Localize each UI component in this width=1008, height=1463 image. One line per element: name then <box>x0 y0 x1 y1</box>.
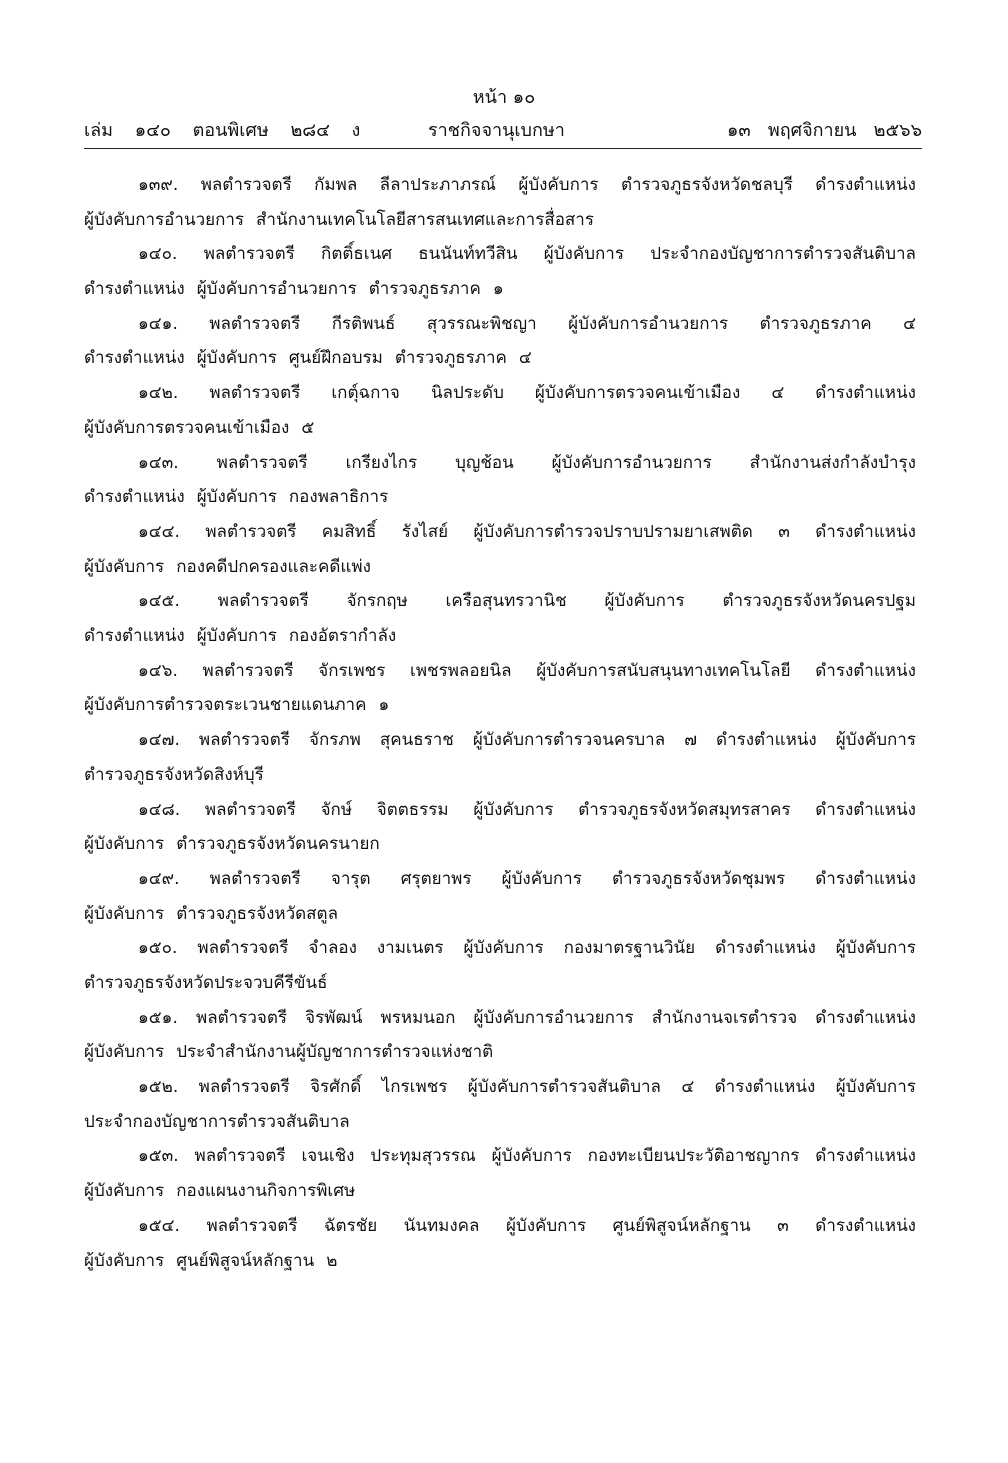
entry-word: เครือสุนทรวานิช <box>445 591 567 612</box>
entry-word: ผู้บังคับการอำนวยการ <box>196 279 357 300</box>
entry-word: ดำรงตำแหน่ง <box>815 1215 916 1236</box>
entry-word: ตำรวจภูธรภาค <box>394 348 507 369</box>
entry-word: ดำรงตำแหน่ง <box>84 487 185 508</box>
entry-word: ตำรวจภูธรจังหวัดสิงห์บุรี <box>84 764 264 785</box>
entry-word: ผู้บังคับการตำรวจสันติบาล <box>467 1077 661 1098</box>
entry-second-line <box>84 272 916 307</box>
entry-first-line <box>84 862 916 897</box>
entry-word: ดำรงตำแหน่ง <box>815 175 916 195</box>
entry-word: สำนักงานส่งกำลังบำรุง <box>749 452 916 473</box>
entry-first-line <box>84 584 916 619</box>
entry-word: ๑๔๘. <box>138 799 181 820</box>
entry-first-line <box>84 307 916 342</box>
entry-word: พลตำรวจตรี <box>209 313 301 334</box>
entry-word: เจนเชิง <box>301 1146 355 1167</box>
entry-word: จิรศักดิ์ <box>310 1077 362 1098</box>
entry-second-line <box>84 480 916 515</box>
entry-word: ศูนย์พิสูจน์หลักฐาน <box>176 1250 315 1271</box>
entry-word: ศูนย์ฝึกอบรม <box>288 348 383 369</box>
entry-first-line <box>84 793 916 828</box>
entry-second-line <box>84 1174 916 1209</box>
entry-word: ตำรวจภูธรจังหวัดนครนายก <box>176 834 380 855</box>
entry-word: ดำรงตำแหน่ง <box>815 868 916 889</box>
entry-word: ผู้บังคับการ <box>84 1042 165 1063</box>
entry-word: ๑๔๓. <box>138 452 179 473</box>
volume-issue <box>84 117 376 145</box>
entry-word: สุวรรณะพิชญา <box>426 313 537 334</box>
entry-word: ๑๕๒. <box>138 1077 179 1098</box>
entry-word: กองคดีปกครองและคดีแพ่ง <box>176 556 371 577</box>
list-item <box>84 168 916 237</box>
entry-word: พลตำรวจตรี <box>195 1007 288 1028</box>
entry-word: ผู้บังคับการ <box>84 834 165 855</box>
entry-word: ลีลาประภาภรณ์ <box>379 175 496 195</box>
appointment-list <box>84 168 916 1278</box>
entry-word: พรหมนอก <box>380 1007 456 1028</box>
date-month: พฤศจิกายน <box>767 120 857 141</box>
entry-first-line <box>84 654 916 689</box>
entry-word: ดำรงตำแหน่ง <box>714 1077 816 1098</box>
entry-word: กีรติพนธ์ <box>331 313 396 334</box>
entry-word: ผู้บังคับการสนับสนุนทางเทคโนโลยี <box>536 660 791 681</box>
entry-word: ๓ <box>778 521 790 542</box>
entry-word: บุญช้อน <box>455 452 514 473</box>
entry-word: ตำรวจภูธรจังหวัดสมุทรสาคร <box>578 799 791 820</box>
entry-word: ดำรงตำแหน่ง <box>815 1007 916 1028</box>
list-item <box>84 376 916 445</box>
list-item <box>84 1139 916 1208</box>
entry-word: ผู้บังคับการ <box>835 1077 916 1098</box>
entry-word: รังไสย์ <box>401 521 449 542</box>
entry-word: คมสิทธิ์ <box>321 521 377 542</box>
entry-word: พลตำรวจตรี <box>202 660 294 681</box>
entry-word: พลตำรวจตรี <box>198 730 290 751</box>
entry-word: จักษ์ <box>320 799 353 820</box>
entry-word: พลตำรวจตรี <box>206 1215 298 1236</box>
entry-word: ๓ <box>777 1215 789 1236</box>
entry-second-line <box>84 1035 916 1070</box>
entry-word: ผู้บังคับการ <box>84 1250 165 1271</box>
entry-word: ผู้บังคับการตำรวจนครบาล <box>472 730 666 751</box>
entry-second-line <box>84 203 916 238</box>
entry-word: จารุต <box>330 868 371 889</box>
entry-word: ฉัตรชัย <box>323 1215 378 1236</box>
entry-word: จิรพัฒน์ <box>305 1007 363 1028</box>
entry-word: ตำรวจภูธรจังหวัดชลบุรี <box>620 175 793 195</box>
entry-word: กัมพล <box>314 175 358 195</box>
entry-word: พลตำรวจตรี <box>204 799 296 820</box>
entry-word: พลตำรวจตรี <box>209 868 301 889</box>
entry-word: สุคนธราช <box>379 730 454 751</box>
list-item <box>84 584 916 653</box>
issue-number: ๒๘๔ <box>290 120 330 141</box>
entry-word: ๑๕๓. <box>138 1146 179 1167</box>
entry-word: ตำรวจภูธรจังหวัดประจวบคีรีขันธ์ <box>84 973 328 993</box>
entry-second-line <box>84 411 916 446</box>
entry-first-line <box>84 446 916 481</box>
list-item <box>84 307 916 376</box>
entry-word: จักรภพ <box>308 730 361 751</box>
entry-word: ผู้บังคับการ <box>84 903 165 924</box>
entry-word: ๗ <box>684 730 697 751</box>
entry-word: กิตติ์ธเนศ <box>321 244 393 265</box>
entry-first-line <box>84 1070 916 1105</box>
entry-word: ตำรวจภูธรจังหวัดชุมพร <box>612 868 786 889</box>
entry-word: จักรเพชร <box>318 660 386 681</box>
entry-word: ๑ <box>378 695 390 716</box>
entry-word: ผู้บังคับการตำรวจปราบปรามยาเสพติด <box>473 521 753 542</box>
issue-letter: ง <box>351 120 361 141</box>
issue-label: ตอนพิเศษ <box>192 120 269 141</box>
entry-word: ๑๔๕. <box>138 591 180 612</box>
entry-word: พลตำรวจตรี <box>209 383 301 404</box>
entry-first-line <box>84 515 916 550</box>
entry-word: ไกรเพชร <box>381 1077 448 1098</box>
entry-word: ผู้บังคับการ <box>491 1146 572 1167</box>
issue-date <box>727 117 922 145</box>
entry-word: ผู้บังคับการอำนวยการ <box>568 313 729 334</box>
entry-word: พลตำรวจตรี <box>194 1146 286 1167</box>
entry-word: กองอัตรากำลัง <box>288 626 397 647</box>
entry-word: พลตำรวจตรี <box>216 452 308 473</box>
entry-word: ประจำกองบัญชาการตำรวจสันติบาล <box>650 244 916 265</box>
list-item <box>84 931 916 1000</box>
list-item <box>84 862 916 931</box>
volume-label: เล่ม <box>84 120 114 141</box>
entry-second-line <box>84 1105 916 1140</box>
entry-first-line <box>84 1001 916 1036</box>
list-item <box>84 515 916 584</box>
entry-word: เพชรพลอยนิล <box>410 660 512 681</box>
entry-second-line <box>84 966 916 1001</box>
entry-word: เกรียงไกร <box>345 452 418 473</box>
date-day: ๑๓ <box>726 120 751 141</box>
entry-second-line <box>84 341 916 376</box>
entry-word: เกตุ์ฉกาจ <box>331 383 400 404</box>
entry-word: ดำรงตำแหน่ง <box>815 660 916 681</box>
running-header <box>84 117 922 147</box>
entry-word: ๕ <box>301 417 315 438</box>
entry-word: พลตำรวจตรี <box>197 938 289 959</box>
entry-word: ๑๔๙. <box>138 868 180 889</box>
entry-word: สำนักงานจเรตำรวจ <box>651 1007 798 1028</box>
list-item <box>84 1070 916 1139</box>
entry-word: ๑๓๙. <box>138 175 179 195</box>
entry-word: ๑๕๔. <box>138 1215 180 1236</box>
entry-word: ดำรงตำแหน่ง <box>84 348 185 369</box>
entry-word: ผู้บังคับการอำนวยการ <box>84 209 245 230</box>
entry-word: ๑๔๔. <box>138 521 180 542</box>
entry-word: ดำรงตำแหน่ง <box>84 279 185 300</box>
list-item <box>84 793 916 862</box>
gazette-title: ราชกิจจานุเบกษา <box>428 120 565 141</box>
entry-second-line <box>84 550 916 585</box>
entry-word: นันทมงคล <box>403 1215 480 1236</box>
volume-number: ๑๔๐ <box>134 120 171 141</box>
entry-word: ดำรงตำแหน่ง <box>715 938 816 959</box>
entry-word: พลตำรวจตรี <box>203 244 295 265</box>
entry-word: ๑ <box>492 279 504 300</box>
entry-word: ศรุตยาพร <box>400 868 472 889</box>
entry-word: ๑๔๑. <box>138 313 178 334</box>
entry-word: ธนนันท์ทวีสิน <box>418 244 518 265</box>
entry-word: ๑๔๐. <box>138 244 178 265</box>
entry-word: ผู้บังคับการ <box>505 1215 587 1236</box>
entry-word: ผู้บังคับการ <box>501 868 582 889</box>
entry-word: พลตำรวจตรี <box>200 175 292 195</box>
entry-word: จักรกฤษ <box>346 591 408 612</box>
entry-word: ผู้บังคับการตำรวจตระเวนชายแดนภาค <box>84 695 367 716</box>
page-number: หน้า ๑๐ <box>472 87 536 108</box>
entry-word: ผู้บังคับการ <box>835 730 916 751</box>
entry-first-line <box>84 1209 916 1244</box>
entry-word: พลตำรวจตรี <box>217 591 309 612</box>
entry-word: ผู้บังคับการ <box>196 348 277 369</box>
entry-second-line <box>84 1244 916 1279</box>
entry-word: ตำรวจภูธรจังหวัดนครปฐม <box>722 591 916 612</box>
entry-word: ๑๔๗. <box>138 730 180 751</box>
list-item <box>84 446 916 515</box>
entry-word: ผู้บังคับการอำนวยการ <box>473 1007 634 1028</box>
entry-word: ตำรวจภูธรภาค <box>368 279 481 300</box>
list-item <box>84 654 916 723</box>
entry-word: กองทะเบียนประวัติอาชญากร <box>587 1146 800 1167</box>
entry-word: ๑๔๖. <box>138 660 178 681</box>
entry-second-line <box>84 827 916 862</box>
entry-word: ๔ <box>681 1077 695 1098</box>
entry-word: พลตำรวจตรี <box>205 521 297 542</box>
entry-word: ผู้บังคับการ <box>84 556 165 577</box>
entry-word: ดำรงตำแหน่ง <box>815 383 916 404</box>
entry-word: ๑๕๑. <box>138 1007 178 1028</box>
entry-word: ผู้บังคับการ <box>84 1181 165 1202</box>
entry-word: ผู้บังคับการ <box>473 799 554 820</box>
entry-word: ๒ <box>326 1250 338 1271</box>
entry-second-line <box>84 688 916 723</box>
entry-word: ๔ <box>771 383 785 404</box>
entry-word: ผู้บังคับการ <box>196 487 277 508</box>
entry-word: ประจำสำนักงานผู้บัญชาการตำรวจแห่งชาติ <box>176 1042 494 1063</box>
entry-word: ๑๔๒. <box>138 383 179 404</box>
entry-word: นิลประดับ <box>430 383 504 404</box>
entry-word: ผู้บังคับการ <box>196 626 277 647</box>
entry-word: ผู้บังคับการอำนวยการ <box>551 452 712 473</box>
entry-first-line <box>84 237 916 272</box>
entry-word: กองพลาธิการ <box>288 487 389 508</box>
entry-word: ตำรวจภูธรจังหวัดสตูล <box>176 903 339 924</box>
entry-word: กองมาตรฐานวินัย <box>563 938 696 959</box>
entry-word: ตำรวจภูธรภาค <box>759 313 872 334</box>
entry-word: พลตำรวจตรี <box>198 1077 290 1098</box>
entry-word: ผู้บังคับการ <box>835 938 916 959</box>
date-year: ๒๕๖๖ <box>873 120 922 141</box>
entry-first-line <box>84 1139 916 1174</box>
entry-word: ดำรงตำแหน่ง <box>815 1146 916 1167</box>
entry-second-line <box>84 619 916 654</box>
entry-second-line <box>84 758 916 793</box>
entry-word: ดำรงตำแหน่ง <box>815 799 916 820</box>
entry-word: กองแผนงานกิจการพิเศษ <box>176 1181 356 1202</box>
entry-word: จิตตธรรม <box>376 799 449 820</box>
entry-word: งามเนตร <box>376 938 444 959</box>
entry-word: สำนักงานเทคโนโลยีสารสนเทศและการสื่อสาร <box>256 209 594 230</box>
entry-word: จำลอง <box>308 938 357 959</box>
list-item <box>84 1001 916 1070</box>
list-item <box>84 237 916 306</box>
list-item <box>84 1209 916 1278</box>
entry-word: ผู้บังคับการตรวจคนเข้าเมือง <box>534 383 741 404</box>
entry-word: ๔ <box>518 348 532 369</box>
entry-word: ผู้บังคับการ <box>518 175 599 195</box>
entry-word: ผู้บังคับการตรวจคนเข้าเมือง <box>84 417 290 438</box>
entry-first-line <box>84 168 916 203</box>
entry-word: ศูนย์พิสูจน์หลักฐาน <box>612 1215 751 1236</box>
entry-word: ประทุมสุวรรณ <box>370 1146 476 1167</box>
entry-word: ประจำกองบัญชาการตำรวจสันติบาล <box>84 1111 350 1132</box>
entry-first-line <box>84 931 916 966</box>
entry-word: ๔ <box>903 313 916 334</box>
entry-word: ๑๕๐. <box>138 938 178 959</box>
entry-first-line <box>84 723 916 758</box>
entry-word: ผู้บังคับการ <box>604 591 685 612</box>
header-divider <box>84 148 922 149</box>
entry-second-line <box>84 897 916 932</box>
entry-word: ดำรงตำแหน่ง <box>84 626 185 647</box>
entry-word: ดำรงตำแหน่ง <box>716 730 817 751</box>
entry-first-line <box>84 376 916 411</box>
list-item <box>84 723 916 792</box>
entry-word: ผู้บังคับการ <box>463 938 544 959</box>
entry-word: ดำรงตำแหน่ง <box>815 521 916 542</box>
entry-word: ผู้บังคับการ <box>543 244 624 265</box>
